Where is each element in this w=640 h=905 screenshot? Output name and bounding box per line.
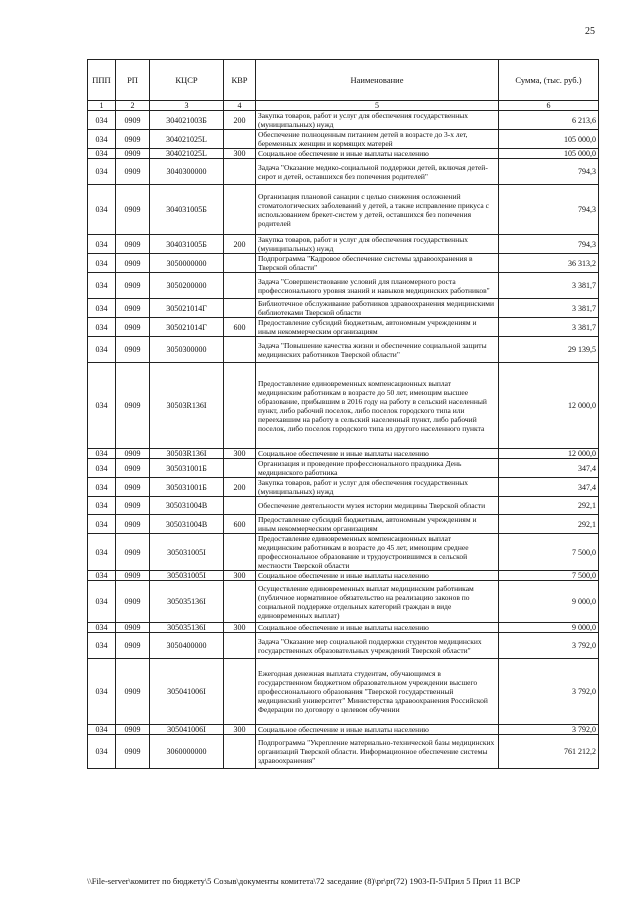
table-row [88, 149, 599, 159]
table-row [88, 571, 599, 581]
cell-kcsr: 3050400000 [150, 633, 224, 659]
cell-kcsr: 30503R136I [150, 449, 224, 459]
cell-kcsr: 305021014Г [150, 299, 224, 318]
cell-ppp: 034 [88, 581, 116, 623]
cell-ppp: 034 [88, 149, 116, 159]
cell-ppp: 034 [88, 159, 116, 185]
cell-rp: 0909 [116, 149, 150, 159]
cell-kvr [224, 254, 256, 273]
cell-ppp: 034 [88, 571, 116, 581]
table-row [88, 459, 599, 478]
cell-kvr [224, 534, 256, 571]
cell-name: Закупка товаров, работ и услуг для обеспечения государственных (муниципальных) нужд [256, 478, 499, 497]
cell-kvr [224, 459, 256, 478]
cell-name: Предоставление субсидий бюджетным, автономным учреждениям и иным некоммерческим организациям [256, 515, 499, 534]
table-row [88, 273, 599, 299]
cell-name: Предоставление единовременных компенсационных выплат медицинским работникам в возрасте до 50 лет, имеющим высшее образование, прибывшим в 2016 году на работу в сельский населенный пункт, либо рабочий поселок, либо поселок городского типа или переехавшим на работу в сельский населенный пункт, либо рабочий поселок, либо поселок городского типа из другого населенного пункта [256, 363, 499, 449]
cell-rp: 0909 [116, 235, 150, 254]
cell-kvr [224, 337, 256, 363]
cell-kcsr: 305021014Г [150, 318, 224, 337]
col-num-4: 4 [224, 101, 256, 111]
header-ppp: ППП [88, 60, 116, 101]
cell-sum: 794,3 [499, 235, 599, 254]
header-kvr: КВР [224, 60, 256, 101]
cell-kvr: 300 [224, 623, 256, 633]
cell-ppp: 034 [88, 735, 116, 769]
cell-ppp: 034 [88, 633, 116, 659]
cell-name: Библиотечное обслуживание работников здравоохранения медицинскими библиотеками Тверской области [256, 299, 499, 318]
table-row [88, 659, 599, 725]
cell-sum: 347,4 [499, 478, 599, 497]
cell-name: Задача "Повышение качества жизни и обеспечение социальной защиты медицинских работников Тверской области" [256, 337, 499, 363]
cell-sum: 12 000,0 [499, 363, 599, 449]
cell-name: Задача "Оказание медико-социальной поддержки детей, включая детей-сирот и детей, оставшихся без попечения родителей" [256, 159, 499, 185]
cell-kvr [224, 659, 256, 725]
cell-ppp: 034 [88, 254, 116, 273]
page-number: 25 [585, 26, 595, 37]
cell-ppp: 034 [88, 659, 116, 725]
header-sum: Сумма, (тыс. руб.) [499, 60, 599, 101]
header-row [88, 60, 599, 101]
cell-rp: 0909 [116, 534, 150, 571]
cell-ppp: 034 [88, 515, 116, 534]
cell-name: Задача "Оказание мер социальной поддержки студентов медицинских государственных образовательных учреждений Тверской области" [256, 633, 499, 659]
cell-name: Социальное обеспечение и иные выплаты населению [256, 623, 499, 633]
cell-ppp: 034 [88, 623, 116, 633]
col-num-1: 1 [88, 101, 116, 111]
cell-kcsr: 305035136I [150, 623, 224, 633]
cell-kcsr: 30503R136I [150, 363, 224, 449]
cell-kvr: 200 [224, 235, 256, 254]
cell-ppp: 034 [88, 185, 116, 235]
cell-name: Социальное обеспечение и иные выплаты населению [256, 571, 499, 581]
cell-kcsr: 305031005I [150, 571, 224, 581]
cell-kvr: 600 [224, 515, 256, 534]
cell-rp: 0909 [116, 659, 150, 725]
cell-sum: 3 792,0 [499, 725, 599, 735]
cell-kcsr: 3050000000 [150, 254, 224, 273]
cell-kcsr: 304031005Б [150, 185, 224, 235]
cell-kvr [224, 130, 256, 149]
cell-rp: 0909 [116, 449, 150, 459]
cell-name: Подпрограмма "Кадровое обеспечение системы здравоохранения в Тверской области" [256, 254, 499, 273]
cell-sum: 3 381,7 [499, 273, 599, 299]
budget-table [87, 59, 599, 769]
cell-kvr: 300 [224, 725, 256, 735]
col-num-2: 2 [116, 101, 150, 111]
cell-sum: 3 381,7 [499, 299, 599, 318]
table-row [88, 299, 599, 318]
cell-ppp: 034 [88, 534, 116, 571]
cell-sum: 3 792,0 [499, 659, 599, 725]
cell-kcsr: 305031004В [150, 497, 224, 515]
cell-sum: 7 500,0 [499, 534, 599, 571]
cell-kvr [224, 497, 256, 515]
cell-ppp: 034 [88, 478, 116, 497]
cell-kvr [224, 273, 256, 299]
cell-kvr [224, 299, 256, 318]
cell-rp: 0909 [116, 254, 150, 273]
cell-kcsr: 305031001Б [150, 478, 224, 497]
table-row [88, 633, 599, 659]
table-row [88, 130, 599, 149]
table-row [88, 318, 599, 337]
cell-ppp: 034 [88, 725, 116, 735]
cell-kcsr: 304021003Б [150, 111, 224, 130]
cell-rp: 0909 [116, 623, 150, 633]
table-row [88, 623, 599, 633]
table-row [88, 185, 599, 235]
cell-name: Предоставление единовременных компенсационных выплат медицинским работникам в возрасте до 45 лет, имеющим среднее профессиональное образование и трудоустроившимся в сельской местности Тверской области [256, 534, 499, 571]
col-num-5: 5 [256, 101, 499, 111]
cell-sum: 7 500,0 [499, 571, 599, 581]
cell-name: Социальное обеспечение и иные выплаты населению [256, 449, 499, 459]
cell-rp: 0909 [116, 725, 150, 735]
cell-sum: 29 139,5 [499, 337, 599, 363]
cell-sum: 292,1 [499, 497, 599, 515]
cell-sum: 9 000,0 [499, 581, 599, 623]
cell-sum: 105 000,0 [499, 149, 599, 159]
cell-ppp: 034 [88, 111, 116, 130]
cell-rp: 0909 [116, 581, 150, 623]
cell-rp: 0909 [116, 111, 150, 130]
cell-sum: 3 381,7 [499, 318, 599, 337]
cell-name: Ежегодная денежная выплата студентам, обучающимся в государственном бюджетном образовательном учреждении высшего профессионального образования "Тверской государственный медицинский университет" Министерства здравоохранения Российской Федерации по договору о целевом обучении [256, 659, 499, 725]
column-number-row [88, 101, 599, 111]
cell-rp: 0909 [116, 571, 150, 581]
cell-rp: 0909 [116, 478, 150, 497]
cell-rp: 0909 [116, 497, 150, 515]
table-row [88, 363, 599, 449]
cell-name: Организация плановой санации с целью снижения осложнений стоматологических заболеваний у детей, а также исправление прикуса с использованием брекет-систем у детей, оставшихся без попечения родителей [256, 185, 499, 235]
cell-name: Социальное обеспечение и иные выплаты населению [256, 725, 499, 735]
cell-rp: 0909 [116, 159, 150, 185]
cell-ppp: 034 [88, 449, 116, 459]
cell-sum: 36 313,2 [499, 254, 599, 273]
cell-name: Предоставление субсидий бюджетным, автономным учреждениям и иным некоммерческим организациям [256, 318, 499, 337]
cell-sum: 3 792,0 [499, 633, 599, 659]
cell-rp: 0909 [116, 130, 150, 149]
cell-kcsr: 3060000000 [150, 735, 224, 769]
table-row [88, 449, 599, 459]
cell-rp: 0909 [116, 318, 150, 337]
cell-kvr: 300 [224, 571, 256, 581]
cell-name: Задача "Совершенствование условий для планомерного роста профессионального уровня знаний и навыков медицинских работников" [256, 273, 499, 299]
cell-sum: 794,3 [499, 185, 599, 235]
header-name: Наименование [256, 60, 499, 101]
header-kcsr: КЦСР [150, 60, 224, 101]
cell-ppp: 034 [88, 318, 116, 337]
cell-name: Закупка товаров, работ и услуг для обеспечения государственных (муниципальных) нужд [256, 235, 499, 254]
cell-sum: 6 213,6 [499, 111, 599, 130]
cell-ppp: 034 [88, 459, 116, 478]
cell-kcsr: 3050300000 [150, 337, 224, 363]
cell-kcsr: 304021025L [150, 130, 224, 149]
cell-ppp: 034 [88, 273, 116, 299]
cell-rp: 0909 [116, 273, 150, 299]
cell-ppp: 034 [88, 497, 116, 515]
cell-rp: 0909 [116, 299, 150, 318]
cell-rp: 0909 [116, 515, 150, 534]
cell-sum: 761 212,2 [499, 735, 599, 769]
cell-sum: 12 000,0 [499, 449, 599, 459]
cell-kcsr: 305041006I [150, 659, 224, 725]
table-row [88, 534, 599, 571]
cell-ppp: 034 [88, 130, 116, 149]
cell-rp: 0909 [116, 363, 150, 449]
cell-kcsr: 305041006I [150, 725, 224, 735]
cell-name: Обеспечение деятельности музея истории медицины Тверской области [256, 497, 499, 515]
table-row [88, 235, 599, 254]
col-num-3: 3 [150, 101, 224, 111]
cell-kvr [224, 159, 256, 185]
table-row [88, 735, 599, 769]
cell-kvr: 200 [224, 111, 256, 130]
header-rp: РП [116, 60, 150, 101]
table-row [88, 254, 599, 273]
cell-kcsr: 3050200000 [150, 273, 224, 299]
table-row [88, 478, 599, 497]
col-num-6: 6 [499, 101, 599, 111]
cell-kvr: 200 [224, 478, 256, 497]
cell-sum: 9 000,0 [499, 623, 599, 633]
cell-kcsr: 304031005Б [150, 235, 224, 254]
table-row [88, 581, 599, 623]
cell-kvr [224, 581, 256, 623]
budget-table-wrap [87, 59, 598, 769]
cell-ppp: 034 [88, 337, 116, 363]
cell-kvr [224, 185, 256, 235]
cell-kvr: 300 [224, 149, 256, 159]
table-row [88, 515, 599, 534]
cell-kvr [224, 735, 256, 769]
cell-kvr: 300 [224, 449, 256, 459]
cell-sum: 292,1 [499, 515, 599, 534]
cell-rp: 0909 [116, 337, 150, 363]
cell-name: Закупка товаров, работ и услуг для обеспечения государственных (муниципальных) нужд [256, 111, 499, 130]
cell-kcsr: 305031005I [150, 534, 224, 571]
cell-rp: 0909 [116, 633, 150, 659]
cell-kvr [224, 363, 256, 449]
cell-name: Подпрограмма "Укрепление материально-технической базы медицинских организаций Тверской области. Информационное обеспечение системы здравоохранения" [256, 735, 499, 769]
cell-ppp: 034 [88, 235, 116, 254]
cell-ppp: 034 [88, 299, 116, 318]
cell-kcsr: 3040300000 [150, 159, 224, 185]
cell-rp: 0909 [116, 735, 150, 769]
table-row [88, 725, 599, 735]
cell-ppp: 034 [88, 363, 116, 449]
cell-sum: 794,3 [499, 159, 599, 185]
table-row [88, 337, 599, 363]
cell-kvr [224, 633, 256, 659]
cell-kcsr: 305031004В [150, 515, 224, 534]
cell-name: Социальное обеспечение и иные выплаты населению [256, 149, 499, 159]
cell-name: Осуществление единовременных выплат медицинским работникам (публичное нормативное обязательство на реализацию законов по социальной поддержке отдельных категорий граждан в виде единовременных выплат) [256, 581, 499, 623]
cell-sum: 105 000,0 [499, 130, 599, 149]
cell-kcsr: 305031001Б [150, 459, 224, 478]
cell-kcsr: 305035136I [150, 581, 224, 623]
cell-name: Организация и проведение профессионального праздника День медицинского работника [256, 459, 499, 478]
cell-rp: 0909 [116, 185, 150, 235]
cell-name: Обеспечение полноценным питанием детей в возрасте до 3-х лет, беременных женщин и кормящих матерей [256, 130, 499, 149]
table-row [88, 497, 599, 515]
cell-sum: 347,4 [499, 459, 599, 478]
cell-kcsr: 304021025L [150, 149, 224, 159]
cell-rp: 0909 [116, 459, 150, 478]
cell-kvr: 600 [224, 318, 256, 337]
file-path-footer: \\File-server\комитет по бюджету\5 Созыв\документы комитета\72 заседание (8)\pr\pr(72) 1903-П-5\Прил 5 Прил 11 ВСР [87, 876, 521, 886]
table-row [88, 111, 599, 130]
table-row [88, 159, 599, 185]
